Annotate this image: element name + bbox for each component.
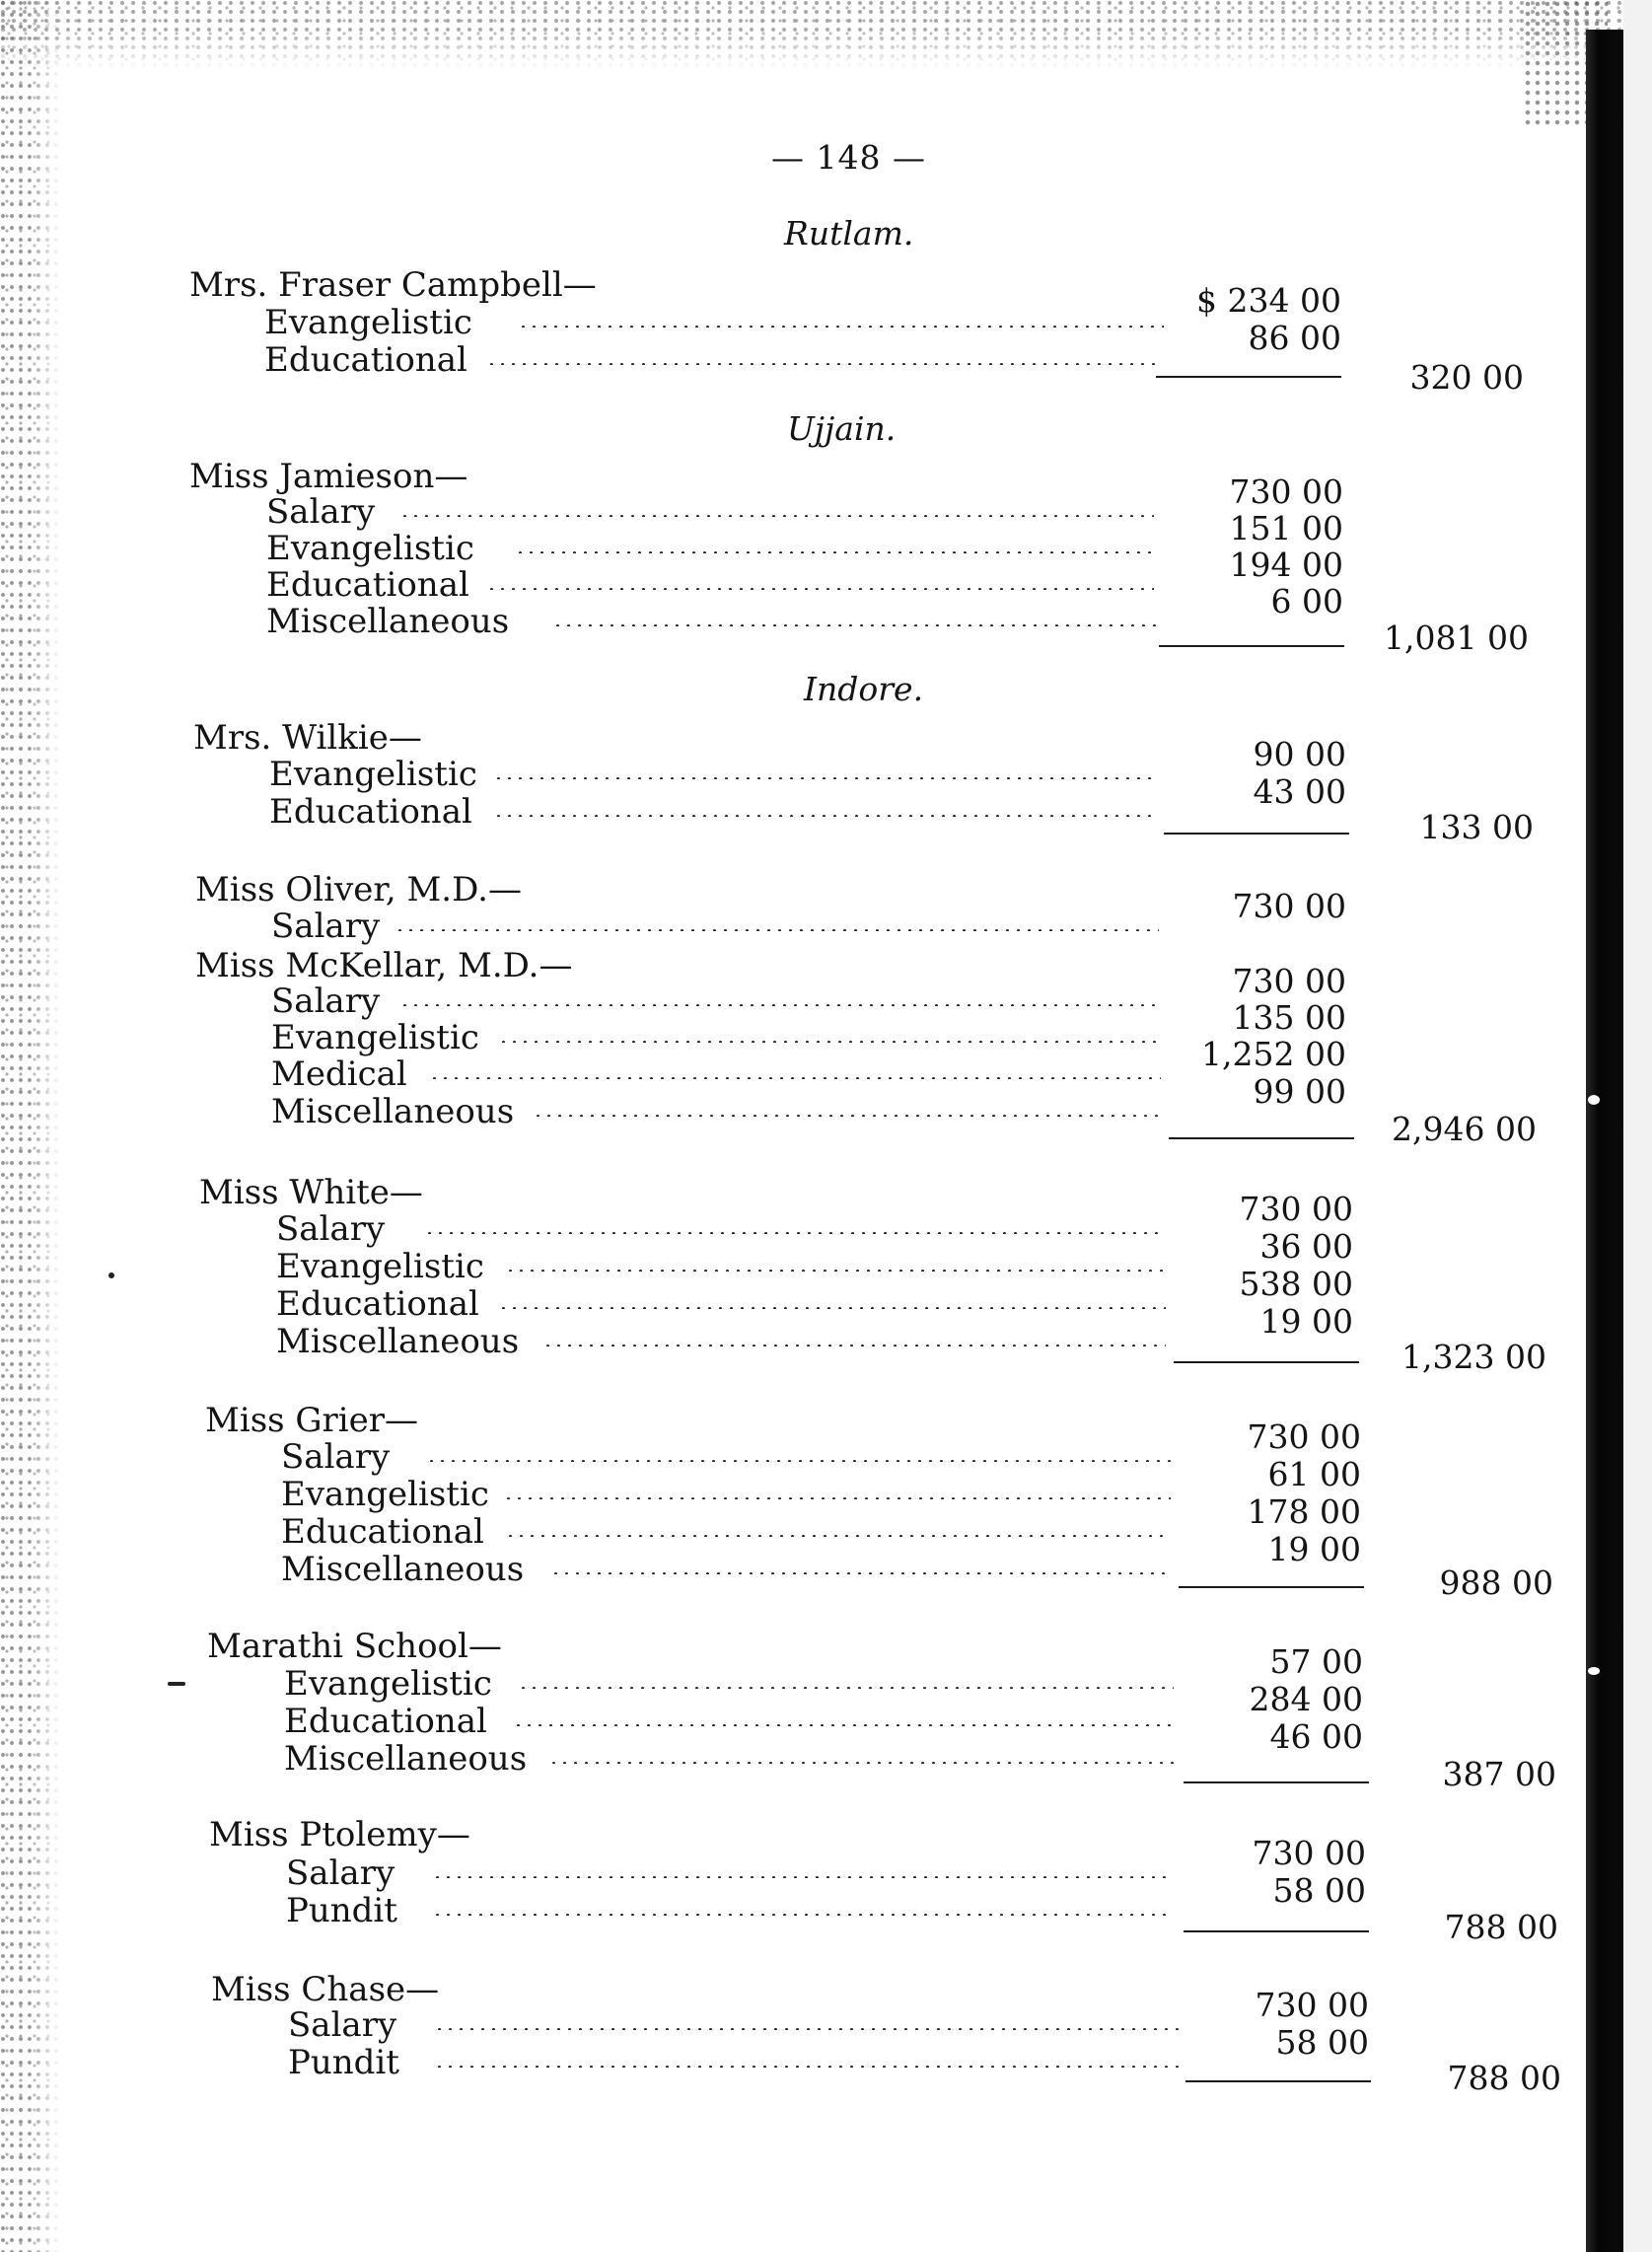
item-label: Salary bbox=[288, 2005, 397, 2045]
dot-leader bbox=[518, 1687, 1174, 1689]
missionary-name: Miss Jamieson— bbox=[189, 457, 468, 496]
page-number: — 148 — bbox=[771, 138, 926, 177]
dot-leader bbox=[505, 1270, 1166, 1271]
item-label: Salary bbox=[271, 907, 381, 946]
subtotal-rule bbox=[1184, 1930, 1369, 1932]
item-amount: 58 00 bbox=[1275, 2023, 1369, 2062]
missionary-name: Miss Ptolemy— bbox=[209, 1815, 470, 1854]
dot-leader bbox=[505, 1535, 1171, 1537]
dot-leader bbox=[432, 1876, 1174, 1878]
missionary-name: Marathi School— bbox=[207, 1627, 502, 1666]
dot-leader bbox=[498, 1041, 1161, 1043]
item-label: Educational bbox=[284, 1702, 487, 1741]
ink-speck bbox=[1588, 1667, 1600, 1675]
item-label: Miscellaneous bbox=[266, 602, 510, 641]
item-amount: 135 00 bbox=[1232, 998, 1346, 1037]
item-amount: 6 00 bbox=[1270, 582, 1343, 620]
dot-leader bbox=[513, 1724, 1176, 1726]
dot-leader bbox=[426, 1460, 1171, 1462]
subtotal-rule bbox=[1184, 1781, 1369, 1783]
subtotal-rule bbox=[1174, 1361, 1359, 1363]
section-heading-indore: Indore. bbox=[804, 670, 924, 708]
entry-total: 1,081 00 bbox=[1384, 618, 1529, 657]
scan-edge-left bbox=[0, 0, 61, 2252]
entry-total: 2,946 00 bbox=[1392, 1110, 1537, 1148]
dot-leader bbox=[498, 1307, 1166, 1309]
ink-speck bbox=[1588, 1095, 1600, 1105]
item-amount: $ 234 00 bbox=[1196, 281, 1341, 320]
entry-total: 788 00 bbox=[1444, 1908, 1558, 1946]
dot-leader bbox=[429, 1077, 1161, 1079]
entry-total: 988 00 bbox=[1439, 1563, 1553, 1602]
dot-leader bbox=[542, 1344, 1166, 1346]
item-amount: 61 00 bbox=[1267, 1455, 1361, 1493]
item-amount: 58 00 bbox=[1272, 1871, 1366, 1910]
item-label: Pundit bbox=[288, 2043, 399, 2082]
item-amount: 730 00 bbox=[1232, 887, 1346, 925]
item-amount: 284 00 bbox=[1249, 1680, 1363, 1718]
missionary-name: Miss White— bbox=[199, 1173, 423, 1212]
item-amount: 46 00 bbox=[1269, 1717, 1363, 1756]
page-edge bbox=[1623, 0, 1652, 2252]
item-label: Evangelistic bbox=[271, 1018, 479, 1057]
dot-leader bbox=[434, 2066, 1179, 2068]
item-label: Evangelistic bbox=[284, 1664, 492, 1704]
subtotal-rule bbox=[1164, 833, 1349, 835]
item-amount: 19 00 bbox=[1267, 1530, 1361, 1568]
missionary-name: Mrs. Fraser Campbell— bbox=[189, 265, 597, 305]
item-label: Evangelistic bbox=[276, 1247, 484, 1286]
dot-leader bbox=[515, 551, 1154, 553]
subtotal-rule bbox=[1179, 1586, 1364, 1588]
ink-speck bbox=[168, 1682, 185, 1686]
dot-leader bbox=[434, 2028, 1179, 2030]
item-amount: 151 00 bbox=[1229, 509, 1343, 547]
item-amount: 19 00 bbox=[1259, 1302, 1353, 1341]
item-amount: 538 00 bbox=[1239, 1265, 1353, 1303]
section-heading-ujjain: Ujjain. bbox=[787, 409, 897, 448]
item-label: Educational bbox=[269, 792, 472, 832]
item-amount: 90 00 bbox=[1253, 735, 1346, 773]
item-label: Evangelistic bbox=[269, 755, 477, 794]
item-amount: 86 00 bbox=[1248, 319, 1341, 357]
item-amount: 730 00 bbox=[1229, 472, 1343, 511]
item-label: Miscellaneous bbox=[281, 1550, 525, 1589]
item-amount: 730 00 bbox=[1255, 1986, 1369, 2024]
missionary-name: Miss Oliver, M.D.— bbox=[195, 870, 522, 909]
item-label: Evangelistic bbox=[266, 529, 474, 568]
item-label: Miscellaneous bbox=[271, 1092, 515, 1131]
dot-leader bbox=[533, 1115, 1161, 1117]
item-amount: 194 00 bbox=[1229, 545, 1343, 584]
item-label: Salary bbox=[266, 492, 376, 532]
dot-leader bbox=[493, 815, 1159, 817]
scan-edge-top bbox=[0, 0, 1652, 69]
entry-total: 133 00 bbox=[1419, 808, 1534, 846]
item-amount: 178 00 bbox=[1247, 1492, 1361, 1531]
entry-total: 1,323 00 bbox=[1401, 1338, 1546, 1376]
item-label: Evangelistic bbox=[281, 1475, 489, 1514]
item-amount: 730 00 bbox=[1252, 1834, 1366, 1872]
item-amount: 36 00 bbox=[1259, 1227, 1353, 1266]
item-label: Evangelistic bbox=[264, 303, 472, 342]
item-label: Salary bbox=[281, 1437, 391, 1477]
missionary-name: Miss Grier— bbox=[205, 1401, 419, 1440]
dot-leader bbox=[424, 1232, 1166, 1234]
dot-leader bbox=[399, 515, 1154, 517]
subtotal-rule bbox=[1156, 376, 1341, 378]
item-label: Educational bbox=[276, 1284, 479, 1324]
item-label: Pundit bbox=[286, 1891, 397, 1930]
item-label: Educational bbox=[281, 1512, 484, 1552]
item-amount: 99 00 bbox=[1253, 1072, 1346, 1111]
dot-leader bbox=[486, 363, 1159, 365]
binding-shadow bbox=[1586, 30, 1623, 2252]
dot-leader bbox=[493, 777, 1159, 779]
entry-total: 387 00 bbox=[1442, 1755, 1556, 1793]
ink-speck bbox=[108, 1272, 114, 1278]
subtotal-rule bbox=[1185, 2080, 1371, 2082]
entry-total: 320 00 bbox=[1409, 358, 1524, 397]
dot-leader bbox=[548, 1762, 1176, 1764]
item-amount: 43 00 bbox=[1253, 772, 1346, 811]
item-label: Educational bbox=[266, 565, 469, 605]
item-amount: 730 00 bbox=[1239, 1190, 1353, 1228]
section-heading-rutlam: Rutlam. bbox=[784, 214, 914, 253]
dot-leader bbox=[552, 624, 1156, 626]
item-amount: 730 00 bbox=[1232, 962, 1346, 1000]
dot-leader bbox=[395, 929, 1159, 931]
item-amount: 1,252 00 bbox=[1201, 1035, 1346, 1073]
dot-leader bbox=[518, 326, 1164, 327]
item-label: Miscellaneous bbox=[276, 1322, 520, 1361]
item-label: Medical bbox=[271, 1054, 407, 1094]
item-label: Salary bbox=[271, 981, 381, 1021]
entry-total: 788 00 bbox=[1447, 2059, 1561, 2097]
item-label: Salary bbox=[276, 1209, 386, 1249]
item-label: Miscellaneous bbox=[284, 1739, 528, 1779]
subtotal-rule bbox=[1159, 645, 1344, 647]
item-amount: 57 00 bbox=[1269, 1642, 1363, 1681]
item-label: Educational bbox=[264, 340, 467, 380]
dot-leader bbox=[503, 1497, 1171, 1499]
dot-leader bbox=[550, 1572, 1171, 1574]
subtotal-rule bbox=[1169, 1137, 1354, 1139]
dot-leader bbox=[486, 588, 1154, 590]
item-amount: 730 00 bbox=[1247, 1417, 1361, 1456]
missionary-name: Miss McKellar, M.D.— bbox=[195, 946, 573, 985]
missionary-name: Mrs. Wilkie— bbox=[193, 718, 422, 758]
missionary-name: Miss Chase— bbox=[211, 1970, 440, 2009]
dot-leader bbox=[432, 1914, 1174, 1916]
dot-leader bbox=[399, 1004, 1159, 1006]
item-label: Salary bbox=[286, 1853, 395, 1893]
